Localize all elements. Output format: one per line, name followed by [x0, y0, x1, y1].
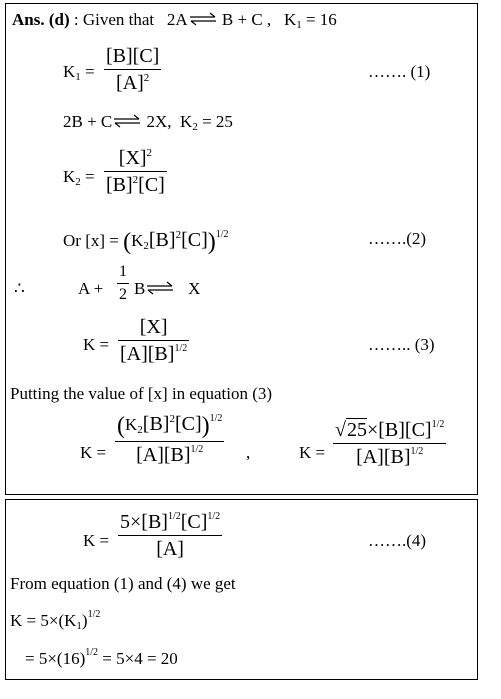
eq-sub-right-lhs: K =: [299, 443, 326, 462]
from-text: From equation (1) and (4) we get: [10, 574, 236, 593]
putting-text: Putting the value of [x] in equation (3): [10, 384, 273, 403]
half-exponent: 1/2: [215, 229, 229, 240]
reaction1-left: 2A: [166, 10, 188, 29]
eq-k2-denominator: $[B]^2[C]$: [106, 174, 165, 196]
eq1-fraction: [104, 46, 161, 93]
eq-sub-right-numerator: $√25\times[B][C]^{1/2}$: [335, 419, 445, 441]
eq-k2-numerator: $[X]^2$: [118, 147, 153, 169]
eq3-lhs: K =: [83, 335, 110, 354]
eq-sub-left-lhs: K =: [80, 443, 107, 462]
equilibrium-arrow-icon: [145, 281, 175, 295]
eq3-fraction: [118, 317, 189, 364]
answer-label: Ans. (d): [12, 10, 70, 29]
eq4-numerator: $5\times[B]^{1/2}[C]^{1/2}$: [120, 511, 221, 533]
reaction1-right: B + C ,: [221, 10, 272, 29]
eq-sub-left-denominator: $[A][B]^{1/2}$: [136, 443, 204, 466]
eq1-lhs: $K_1$ =: [63, 62, 95, 83]
eq-k2-fraction: [104, 148, 167, 195]
eq4-fraction: [118, 512, 222, 559]
equilibrium-arrow-icon: [112, 114, 142, 128]
eq2-prefix: Or [x] =: [63, 231, 124, 250]
answer-line: Ans. (d) : Given that 2A B + C , $K_1 = 16$: [12, 10, 337, 31]
final-line-2: = $5\times(16)^{1/2} = 5\times 4 = 20$: [25, 647, 178, 668]
eq3-tag: …….. (3): [368, 335, 435, 354]
final-result: = 5×4 = 20: [102, 649, 178, 668]
eq1-numerator: [B][C]: [106, 45, 160, 67]
k2-value: = 25: [202, 112, 233, 131]
eq4-denominator: [A]: [156, 538, 184, 560]
answer-intro: : Given that: [73, 10, 155, 29]
reaction2-left: 2B + C: [63, 112, 113, 131]
reaction2-right: 2X,: [146, 112, 172, 131]
eq4-tag: …….(4): [368, 531, 427, 550]
eq1-tag: ……. (1): [368, 62, 431, 81]
equilibrium-arrow-icon: [188, 12, 218, 26]
eq-k2-lhs: $K_2$ =: [63, 167, 95, 188]
reaction2-line: 2B + C 2X, $K_2 = 25$: [63, 112, 233, 133]
eq-sub-left-fraction: [115, 414, 224, 465]
eq2-line: Or $[x] = (K_2[B]^2[C])^{1/2}$: [63, 229, 229, 255]
k1-value: = 16: [305, 10, 337, 29]
eq1-denominator: $[A]^2$: [116, 72, 150, 94]
therefore-symbol: ∴: [14, 279, 25, 298]
reaction3-fraction: 1 2: [119, 263, 127, 303]
final-line-1: $K = 5\times(K_1)^{1/2}$: [10, 609, 101, 632]
eq-sub-left-numerator: $(K_2[B]^2[C])^{1/2}$: [117, 413, 223, 439]
reaction3-left: A +: [78, 279, 104, 298]
eq4-lhs: K =: [83, 531, 110, 550]
eq2-tag: …….(2): [368, 229, 427, 248]
eq-sub-comma: ,: [246, 443, 251, 462]
eq-sub-right-fraction: [333, 420, 446, 467]
eq3-numerator: [X]: [139, 316, 168, 338]
eq-sub-right-denominator: $[A][B]^{1/2}$: [356, 446, 424, 468]
eq3-denominator: $[A][B]^{1/2}$: [120, 343, 188, 365]
reaction3-rest: B X: [134, 279, 201, 298]
